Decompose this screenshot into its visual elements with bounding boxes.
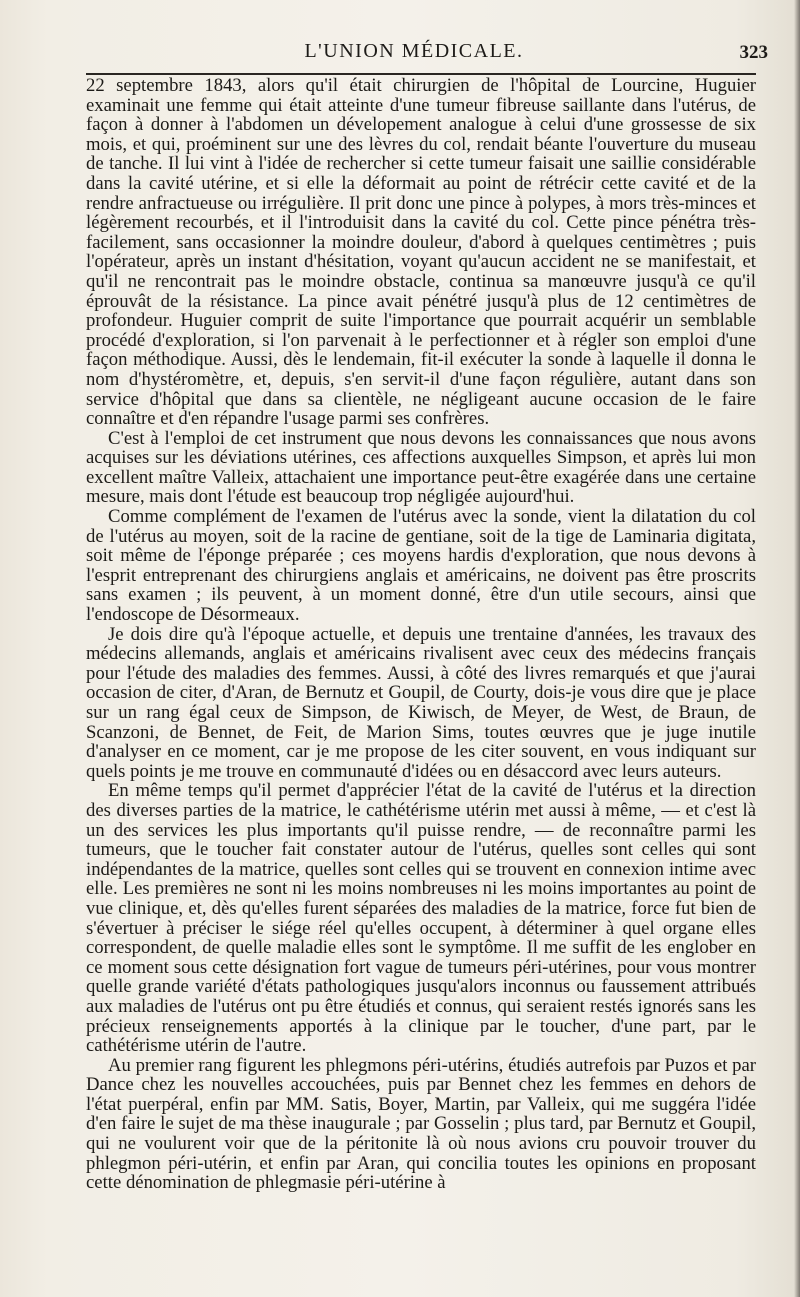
paragraph: Au premier rang figurent les phlegmons péri-utérins, étudiés autrefois par Puzos et par Dance chez les nouvelles accouchées, puis par Bennet chez les femmes en dehors de l'état puerpéral, enfin par MM. Satis, Boyer, Martin, par Valleix, qui me suggéra l'idée d'en faire le sujet de ma thèse inaugurale ; par Gosselin ; plus tard, par Bernutz et Goupil, qui ne voulurent voir que de la péritonite là où nous avions cru pouvoir trouver du phlegmon péri-utérin, et enfin par Aran, qui concilia toutes les opinions en proposant cette dénomination de phlegmasie péri-utérine à bbox=[86, 1054, 756, 1194]
paragraph: En même temps qu'il permet d'apprécier l'état de la cavité de l'utérus et la direction des diverses parties de la matrice, le cathétérisme utérin met aussi à même, — et c'est là un des services les plus importants qu'il puisse rendre, — de reconnaître parmi les tumeurs, que le toucher fait constater autour de l'utérus, quelles sont celles qui sont indépendantes de la matrice, quelles sont celles qui se trouvent en connexion intime avec elle. Les premières ne sont ni les moins nombreuses ni les moins importantes au point de vue clinique, et, dès qu'elles furent séparées des maladies de la matrice, force fut bien de s'évertuer à préciser le siége réel qu'elles occupent, à déterminer à quel organe elles correspondent, de quelle maladie elles sont le symptôme. Il me suffit de les englober en ce moment sous cette désignation fort vague de tumeurs péri-utérines, pour vous montrer quelle grande variété d'états pathologiques jusqu'alors inconnus ou faussement attribués aux maladies de l'utérus ont pu être étudiés et connus, qui seraient restés ignorés sans les précieux renseignements apportés à la clinique par le toucher, d'une part, par le cathétérisme utérin de l'autre. bbox=[86, 780, 756, 1057]
paragraph: Je dois dire qu'à l'époque actuelle, et depuis une trentaine d'années, les travaux des médecins allemands, anglais et américains rivalisent avec ceux des médecins français pour l'étude des maladies des femmes. Aussi, à côté des livres remarqués et que j'aurai occasion de citer, d'Aran, de Bernutz et Goupil, de Courty, dois-je vous dire que je place sur un rang égal ceux de Simpson, de Kiwisch, de Meyer, de West, de Braun, de Scanzoni, de Bennet, de Feit, de Marion Sims, toutes œuvres que je juge inutile d'analyser en ce moment, car je me propose de les citer souvent, en vous indiquant sur quels points je me trouve en communauté d'idées ou en désaccord avec leurs auteurs. bbox=[86, 623, 756, 782]
page-edge-shadow bbox=[794, 0, 800, 1297]
page-header bbox=[60, 40, 768, 70]
running-title: L'UNION MÉDICALE. bbox=[304, 40, 524, 62]
body-text bbox=[86, 76, 756, 1193]
page-number: 323 bbox=[739, 42, 768, 63]
paragraph: Comme complément de l'examen de l'utérus avec la sonde, vient la dilatation du col de l'utérus au moyen, soit de la racine de gentiane, soit de la tige de Laminaria digitata, soit même de l'éponge préparée ; ces moyens hardis d'exploration, que nous devons à l'esprit entreprenant des chirurgiens anglais et américains, ne doivent pas être proscrits sans examen ; ils peuvent, à un moment donné, être d'un utile secours, ainsi que l'endoscope de Désormeaux. bbox=[86, 506, 756, 626]
paragraph: 22 septembre 1843, alors qu'il était chirurgien de l'hôpital de Lourcine, Huguier examinait une femme qui était atteinte d'une tumeur fibreuse saillante dans l'utérus, de façon à donner à l'abdomen un dévelopement analogue à celui d'une grossesse de six mois, et qui, proéminent sur une des lèvres du col, rendait béante l'ouverture du museau de tanche. Il lui vint à l'idée de rechercher si cette tumeur faisait une saillie considérable dans la cavité utérine, et si elle la déformait au point de rétrécir cette cavité et de la rendre anfractueuse ou irrégulière. Il prit donc une pince à polypes, à mors très-minces et légèrement recourbés, et il l'introduisit dans la cavité du col. Cette pince pénétra très-facilement, sans occasionner la moindre douleur, d'abord à quelques centimètres ; puis l'opérateur, après un instant d'hésitation, voyant qu'aucun accident ne se manifestait, et qu'il ne rencontrait pas le moindre obstacle, continua sa manœuvre jusqu'à ce qu'il éprouvât de la résistance. La pince avait pénétré jusqu'à plus de 12 centimètres de profondeur. Huguier comprit de suite l'importance que pourrait acquérir un semblable procédé d'exploration, si l'on parvenait à le perfectionner et à régler son emploi d'une façon méthodique. Aussi, dès le lendemain, fit-il exécuter la sonde à laquelle il donna le nom d'hystéromètre, et, depuis, s'en servit-il d'une façon régulière, autant dans son service d'hôpital que dans sa clientèle, ne négligeant aucune occasion de le faire connaître et d'en répandre l'usage parmi ses confrères. bbox=[86, 75, 756, 430]
paragraph: C'est à l'emploi de cet instrument que nous devons les connaissances que nous avons acquises sur les déviations utérines, ces affections auxquelles Simpson, et après lui mon excellent maître Valleix, attachaient une importance peut-être exagérée dans une certaine mesure, mais dont l'étude est beaucoup trop négligée aujourd'hui. bbox=[86, 427, 756, 508]
